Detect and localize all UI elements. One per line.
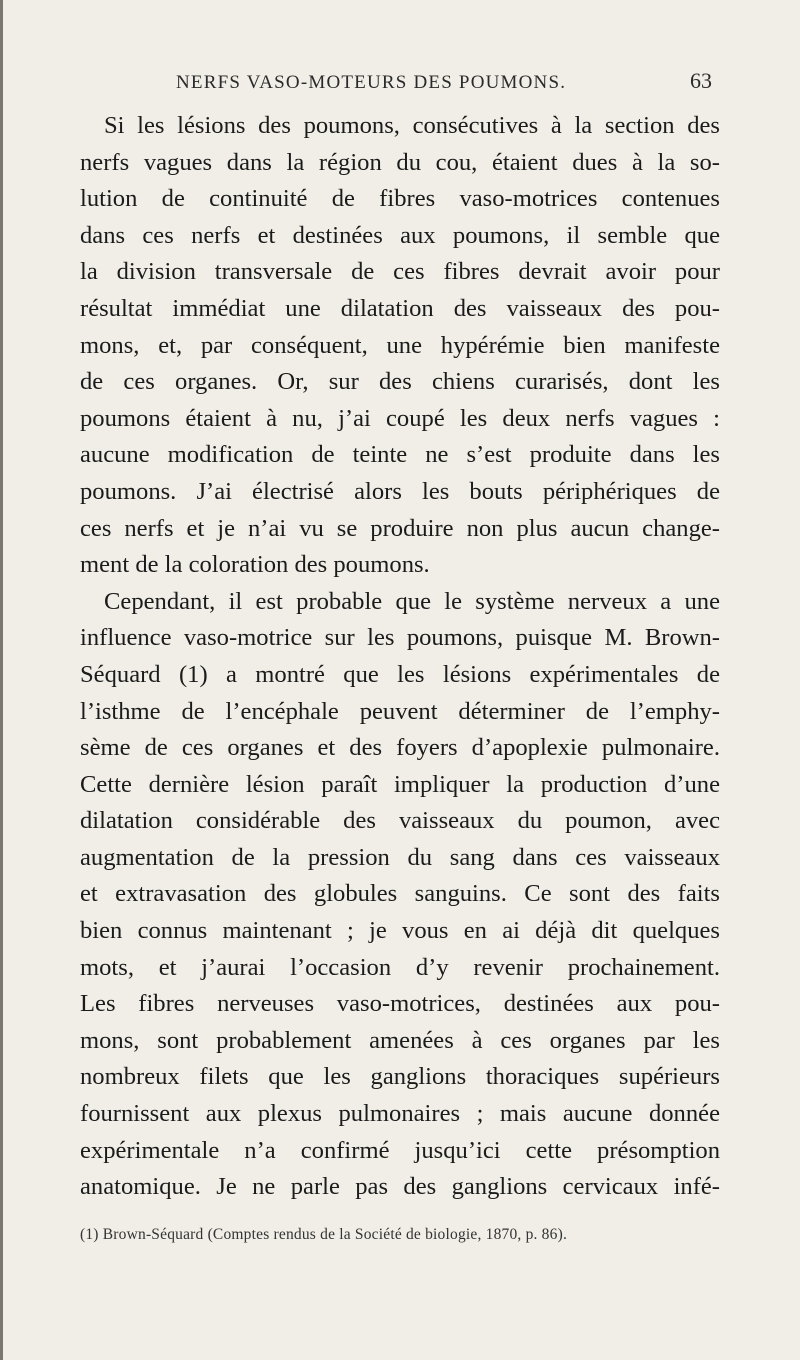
text-line: lution de continuité de fibres vaso-motrices contenues xyxy=(80,185,720,213)
text-line: Cette dernière lésion paraît impliquer la production d’une xyxy=(80,770,720,798)
text-line: anatomique. Je ne parle pas des ganglions cervicaux infé- xyxy=(80,1173,720,1201)
running-title: NERFS VASO-MOTEURS DES POUMONS. xyxy=(176,72,567,93)
text-line: la division transversale de ces fibres devrait avoir pour xyxy=(80,258,720,286)
text-line: ment de la coloration des poumons. xyxy=(80,551,430,579)
page-edge xyxy=(0,0,3,1360)
text-line: augmentation de la pression du sang dans ces vaisseaux xyxy=(80,843,720,871)
running-header xyxy=(80,68,720,102)
text-line: dilatation considérable des vaisseaux du poumon, avec xyxy=(80,807,720,835)
book-page xyxy=(80,68,720,1244)
text-line: l’isthme de l’encéphale peuvent déterminer de l’emphy- xyxy=(80,697,720,725)
text-line: Si les lésions des poumons, consécutives à la section des xyxy=(104,112,720,139)
text-line: poumons. J’ai électrisé alors les bouts périphériques de xyxy=(80,477,720,505)
page-number: 63 xyxy=(690,68,712,93)
text-line: aucune modification de teinte ne s’est produite dans les xyxy=(80,441,720,469)
text-line: poumons étaient à nu, j’ai coupé les deux nerfs vagues : xyxy=(80,404,720,432)
text-line: ces nerfs et je n’ai vu se produire non plus aucun change- xyxy=(80,514,720,542)
text-line: mons, sont probablement amenées à ces organes par les xyxy=(80,1026,720,1054)
text-line: Cependant, il est probable que le système nerveux a une xyxy=(104,587,720,615)
footnote: (1) Brown-Séquard (Comptes rendus de la Société de biologie, 1870, p. 86). xyxy=(80,1225,568,1243)
body-text xyxy=(80,108,720,1206)
text-line: fournissent aux plexus pulmonaires ; mais aucune donnée xyxy=(80,1100,720,1128)
text-line: résultat immédiat une dilatation des vaisseaux des pou- xyxy=(80,294,720,322)
text-line: influence vaso-motrice sur les poumons, puisque M. Brown- xyxy=(80,624,720,652)
text-line: nerfs vagues dans la région du cou, étaient dues à la so- xyxy=(80,148,720,176)
text-line: de ces organes. Or, sur des chiens curarisés, dont les xyxy=(80,368,720,396)
text-line: mots, et j’aurai l’occasion d’y revenir prochainement. xyxy=(80,953,720,981)
text-line: Séquard (1) a montré que les lésions expérimentales de xyxy=(80,660,720,688)
text-line: dans ces nerfs et destinées aux poumons, il semble que xyxy=(80,221,720,249)
text-line: mons, et, par conséquent, une hypérémie bien manifeste xyxy=(80,331,720,359)
text-line: expérimentale n’a confirmé jusqu’ici cette présomption xyxy=(80,1136,720,1164)
text-line: bien connus maintenant ; je vous en ai déjà dit quelques xyxy=(80,917,720,945)
text-line: nombreux filets que les ganglions thoraciques supérieurs xyxy=(80,1063,720,1091)
text-line: et extravasation des globules sanguins. Ce sont des faits xyxy=(80,880,720,908)
text-line: Les fibres nerveuses vaso-motrices, destinées aux pou- xyxy=(80,990,720,1018)
text-line: sème de ces organes et des foyers d’apoplexie pulmonaire. xyxy=(80,734,720,762)
